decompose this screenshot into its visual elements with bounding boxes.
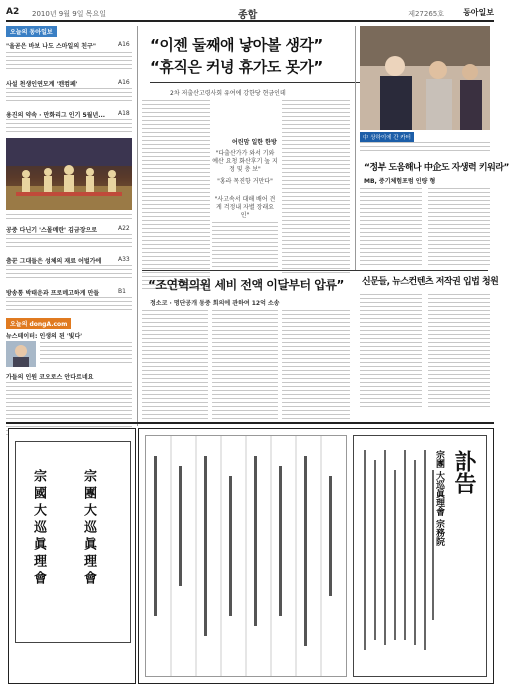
news-lines (40, 342, 132, 366)
item-lines-2 (6, 234, 132, 250)
headline-1[interactable]: “이젠 둘째애 낳아볼 생각” (150, 36, 323, 54)
headline-rule (150, 82, 360, 83)
item-page-1: A18 (118, 110, 130, 117)
today-tab: 오늘의 동아일보 (6, 26, 57, 37)
carter-photo-art (360, 26, 490, 130)
quote-2: "홍라 목진항 거만다" (217, 178, 273, 185)
side-box-title: 어린맘 일한 한방 (232, 139, 277, 146)
bottom-title[interactable]: 가들의 인원 코오로스 안다르네요 (6, 374, 94, 381)
center-body-b (212, 222, 278, 270)
headline-3[interactable]: “조연혁의원 세비 전액 이달부터 압류” (148, 278, 344, 292)
photo-caption-lines (6, 214, 132, 222)
page-header (6, 6, 494, 22)
right-body-a (360, 188, 422, 268)
left-ad (8, 428, 136, 684)
section-title: 종합 (238, 10, 258, 21)
quote-1: "다출산가가 와서 기와 예산 요청 화산후기 높 지정 및 충 보" (212, 150, 278, 173)
item-title-3[interactable]: 춤꾼 그대들은 성체의 재료 어벌가에 (6, 258, 102, 265)
item-page-3: A33 (118, 256, 130, 263)
left-ad-vertical-b: 宗團大巡眞理會 (81, 469, 96, 588)
page-number: A2 (6, 7, 20, 17)
stage-photo-art (6, 138, 132, 210)
item-page-4: B1 (118, 288, 126, 295)
left-ad-vertical-a: 宗國大巡眞理會 (31, 469, 46, 588)
right-headline-2[interactable]: 신문들, 뉴스컨텐츠 저작권 입법 청원 (362, 277, 499, 287)
section-rule-2 (142, 270, 488, 271)
right-headline-1[interactable]: “정부 도움해나 中企도 자생력 키워라” (364, 163, 509, 173)
h3-col-b (212, 310, 278, 426)
masthead-brand: 동아일보 (463, 8, 494, 17)
right-headline-1-sub: MB, 중기체험포럼 인량 형 (364, 178, 436, 185)
quote-3: "사고속서 대해 배어 견게 걱정내 자별 장래요인" (214, 196, 276, 219)
stage-photo (6, 138, 132, 210)
sub-headline: 2차 저출산고령사회 유여에 강한당 현금인데 (170, 90, 286, 97)
center-body-c (282, 100, 350, 276)
obituary-grid-lines (146, 436, 346, 676)
item-lines-4 (6, 297, 132, 313)
item-lines-3 (6, 265, 132, 281)
news-title[interactable]: 뉴스테이터: 인생의 된 '빛다' (6, 333, 83, 340)
center-body-a (142, 100, 210, 292)
item-page-0: A16 (118, 79, 130, 86)
item-title-2[interactable]: 공중 다닌기 '스몰메란' 김금장으로 (6, 227, 98, 234)
news-thumb-art (6, 341, 36, 367)
carter-caption-tag: 中 상하이에 간 카터 (360, 132, 414, 142)
item-lines-0 (6, 88, 132, 104)
obituary-notice (353, 435, 487, 677)
obituary-org: 宗團 大巡眞理會 宗務院 (434, 450, 444, 547)
obituary-ad (138, 428, 494, 684)
col-divider-right (355, 26, 356, 270)
issue-date: 2010년 9월 9일 목요일 (32, 10, 106, 18)
obituary-body (360, 450, 438, 660)
item-page-2: A22 (118, 225, 130, 232)
lead-title[interactable]: "올곧은 바보 나도 스마일의 친구" (6, 43, 96, 50)
issue-number: 제27265호 (408, 10, 444, 18)
lead-page: A16 (118, 41, 130, 48)
h3-col-c (282, 310, 350, 426)
item-title-4[interactable]: 방송통 박태운과 프로메고하게 만들 (6, 290, 100, 297)
carter-caption-lines (360, 142, 490, 154)
item-title-1[interactable]: 용진의 약속 · 만화리그 인기 5월년... (6, 112, 106, 119)
right-body-c (360, 294, 422, 410)
right-body-d (428, 294, 490, 410)
headline-3-sub: 정소코 · 명단공개 동중 회의에 관하여 12억 소송 (150, 300, 280, 307)
item-title-0[interactable]: 사설 천생인연모계 '캔컴페' (6, 81, 78, 88)
lead-body-lines (6, 52, 132, 72)
obituary-grid (145, 435, 347, 677)
ad-top-rule (6, 422, 494, 424)
carter-photo (360, 26, 490, 130)
obituary-body-lines (360, 450, 438, 660)
h3-col-a (142, 310, 208, 426)
left-column (6, 26, 132, 446)
obituary-title: 訃告 (451, 450, 477, 494)
dongacom-tab: 오늘의 dongA.com (6, 318, 71, 329)
item-lines-1 (6, 119, 132, 135)
headline-2[interactable]: “휴직은 커녕 휴가도 못가” (150, 58, 323, 76)
col-divider-left (137, 26, 138, 426)
right-body-b (428, 188, 490, 268)
news-thumb (6, 341, 36, 367)
